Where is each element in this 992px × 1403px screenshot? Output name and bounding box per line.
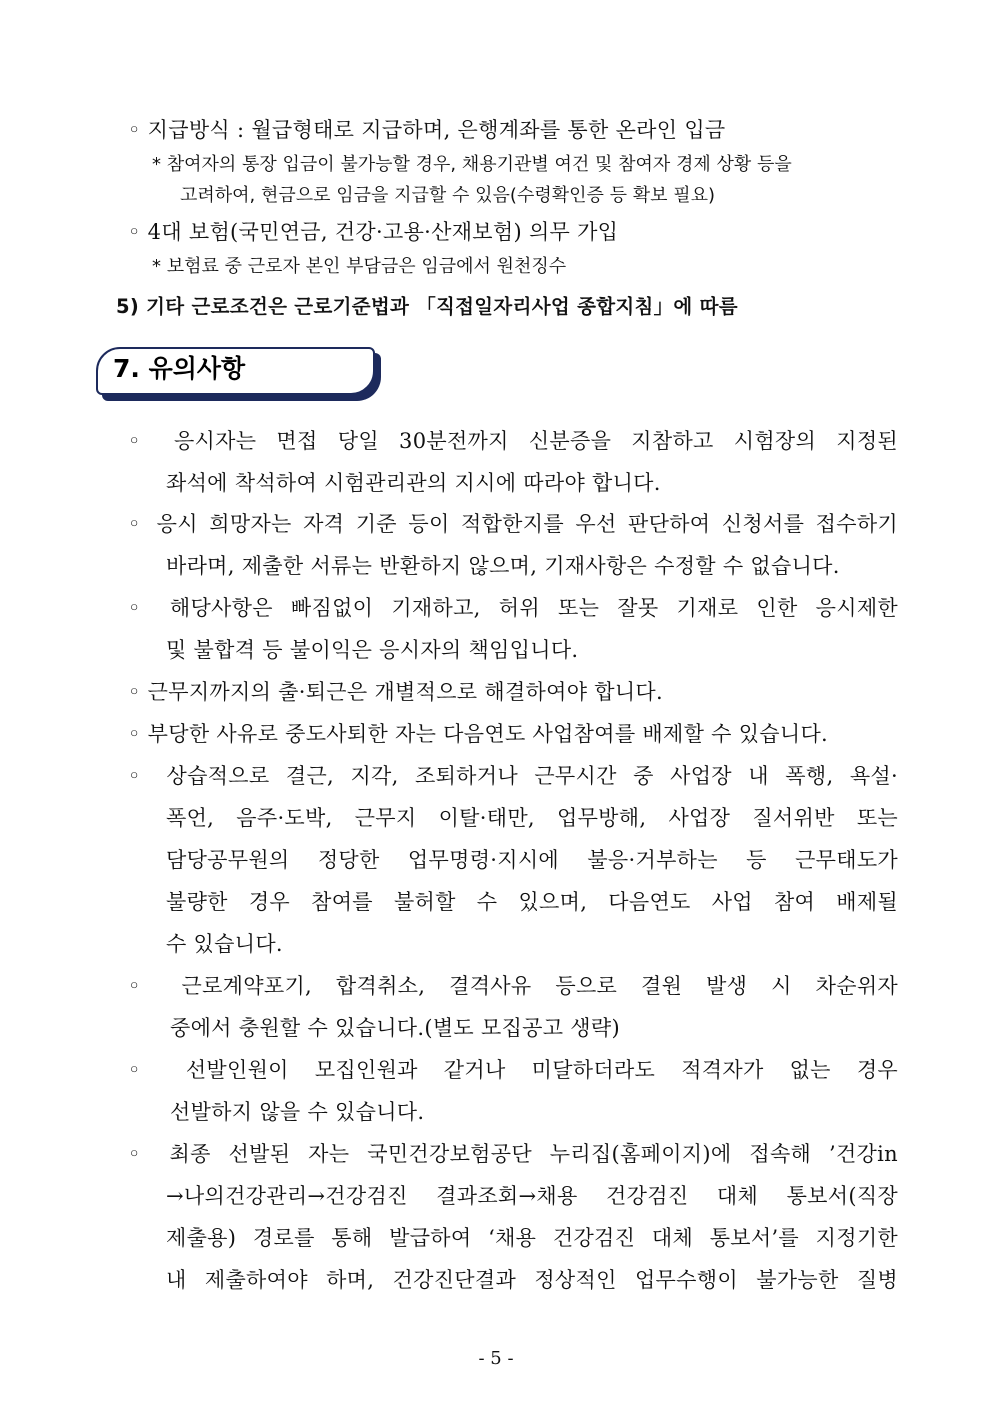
- note-9-line-2: →나의건강관리→건강검진 결과조회→채용 건강검진 대체 통보서(직장: [166, 1184, 898, 1208]
- note-6-line-4: 불량한 경우 참여를 불허할 수 있으며, 다음연도 사업 참여 배제될: [166, 890, 898, 914]
- note-6-line-1: ◦ 상습적으로 결근, 지각, 조퇴하거나 근무시간 중 사업장 내 폭행, 욕설·: [128, 764, 898, 788]
- note-6-line-2: 폭언, 음주·도박, 근무지 이탈·태만, 업무방해, 사업장 질서위반 또는: [166, 806, 898, 830]
- page-number: - 5 -: [478, 1348, 514, 1369]
- pay-note-line-1: * 참여자의 통장 입금이 불가능할 경우, 채용기관별 여건 및 참여자 경제 상황 등을: [152, 154, 792, 175]
- item-5-line: 5) 기타 근로조건은 근로기준법과 「직접일자리사업 종합지침」에 따름: [116, 295, 738, 318]
- section-title: 7. 유의사항: [113, 354, 246, 383]
- note-7-line-1: ◦ 근로계약포기, 합격취소, 결격사유 등으로 결원 발생 시 차순위자: [128, 974, 898, 998]
- insurance-line: ◦ 4대 보험(국민연금, 건강·고용·산재보험) 의무 가입: [128, 220, 619, 244]
- note-2-line-2: 바라며, 제출한 서류는 반환하지 않으며, 기재사항은 수정할 수 없습니다.: [166, 554, 840, 578]
- note-9-line-1: ◦ 최종 선발된 자는 국민건강보험공단 누리집(홈페이지)에 접속해 ’건강in: [128, 1142, 898, 1166]
- note-6-line-3: 담당공무원의 정당한 업무명령·지시에 불응·거부하는 등 근무태도가: [166, 848, 898, 872]
- note-2-line-1: ◦ 응시 희망자는 자격 기준 등이 적합한지를 우선 판단하여 신청서를 접수하기: [128, 512, 898, 536]
- note-5-line-1: ◦ 부당한 사유로 중도사퇴한 자는 다음연도 사업참여를 배제할 수 있습니다.: [128, 722, 829, 746]
- pay-note-line-2: 고려하여, 현금으로 임금을 지급할 수 있음(수령확인증 등 확보 필요): [180, 185, 716, 206]
- note-3-line-2: 및 불합격 등 불이익은 응시자의 책임입니다.: [166, 638, 579, 662]
- note-1-line-1: ◦ 응시자는 면접 당일 30분전까지 신분증을 지참하고 시험장의 지정된: [128, 429, 898, 453]
- note-9-line-4: 내 제출하여야 하며, 건강진단결과 정상적인 업무수행이 불가능한 질병: [166, 1268, 898, 1292]
- note-6-line-5: 수 있습니다.: [166, 932, 283, 956]
- note-9-line-3: 제출용) 경로를 통해 발급하여 ‘채용 건강검진 대체 통보서’를 지정기한: [166, 1226, 898, 1250]
- insurance-note-line: * 보험료 중 근로자 본인 부담금은 임금에서 원천징수: [152, 256, 567, 277]
- note-3-line-1: ◦ 해당사항은 빠짐없이 기재하고, 허위 또는 잘못 기재로 인한 응시제한: [128, 596, 898, 620]
- note-1-line-2: 좌석에 착석하여 시험관리관의 지시에 따라야 합니다.: [166, 471, 661, 495]
- note-7-line-2: 중에서 충원할 수 있습니다.(별도 모집공고 생략): [170, 1016, 620, 1040]
- note-4-line-1: ◦ 근무지까지의 출·퇴근은 개별적으로 해결하여야 합니다.: [128, 680, 663, 704]
- note-8-line-1: ◦ 선발인원이 모집인원과 같거나 미달하더라도 적격자가 없는 경우: [128, 1058, 898, 1082]
- note-8-line-2: 선발하지 않을 수 있습니다.: [170, 1100, 425, 1124]
- pay-method-line: ◦ 지급방식 : 월급형태로 지급하며, 은행계좌를 통한 온라인 입금: [128, 118, 726, 142]
